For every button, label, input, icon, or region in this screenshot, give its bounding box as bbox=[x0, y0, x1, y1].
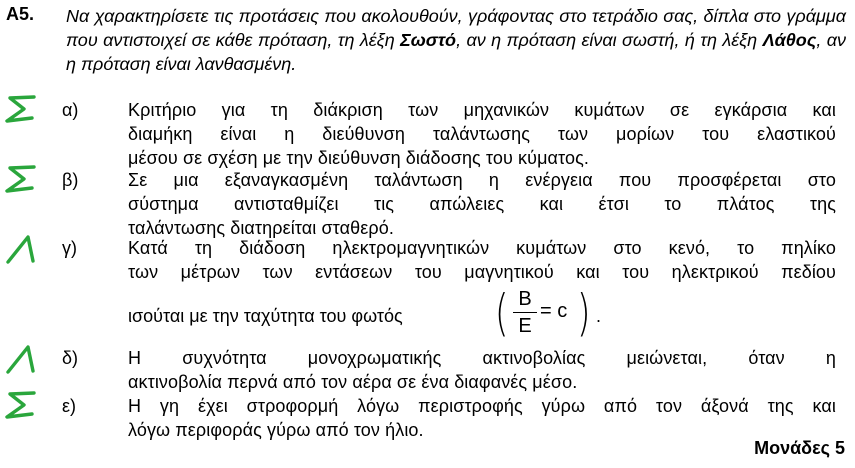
statement-line: Σε μια εξαναγκασμένη ταλάντωση η ενέργεια που προσφέρεται στο bbox=[128, 170, 836, 190]
instructions-text-3: , αν η πρόταση είναι λανθασμένη. bbox=[66, 30, 846, 74]
word-false: Λάθος bbox=[762, 30, 817, 50]
formula-rhs: = c bbox=[540, 300, 568, 322]
statement-line: λόγω περιφοράς γύρω από τον ήλιο. bbox=[128, 420, 424, 440]
statement-d-text bbox=[128, 346, 836, 394]
instructions-text-2: , αν η πρόταση είναι σωστή, ή τη λέξη bbox=[456, 30, 763, 50]
formula-period: . bbox=[596, 306, 602, 326]
question-instructions bbox=[66, 4, 846, 76]
statement-line: ταλάντωσης διατηρείται σταθερό. bbox=[128, 218, 394, 238]
statement-a-text bbox=[128, 98, 836, 170]
handwritten-mark-sigma-icon bbox=[4, 390, 38, 420]
question-label: Α5. bbox=[6, 4, 35, 24]
statement-b-label: β) bbox=[62, 170, 79, 190]
statement-line: Κατά τη διάδοση ηλεκτρομαγνητικών κυμάτων στο κενό, το πηλίκο bbox=[128, 238, 836, 258]
handwritten-mark-lambda-icon bbox=[4, 234, 38, 264]
statement-line: ακτινοβολία περνά από τον αέρα σε ένα διαφανές μέσο. bbox=[128, 372, 578, 392]
statement-line: μέσου σε σχέση με την διεύθυνση διάδοσης του κύματος. bbox=[128, 148, 590, 168]
marks-total: Μονάδες 5 bbox=[754, 438, 845, 458]
statement-c-label: γ) bbox=[62, 238, 77, 258]
formula-prefix-text: ισούται με την ταχύτητα του φωτός bbox=[128, 306, 403, 326]
formula-fraction bbox=[512, 286, 538, 339]
statement-line: των μέτρων των εντάσεων του μαγνητικού και του ηλεκτρικού πεδίου bbox=[128, 262, 836, 282]
formula-numerator: B bbox=[518, 288, 532, 310]
word-true: Σωστό bbox=[400, 30, 457, 50]
statement-d-label: δ) bbox=[62, 348, 79, 368]
statement-b-text bbox=[128, 168, 836, 240]
instructions-text-1: Να χαρακτηρίσετε τις προτάσεις που ακολουθούν, γράφοντας στο τετράδιο σας, δίπλα στο γράμμα που αντιστοιχεί σε κάθε πρόταση, τη λέξη bbox=[66, 6, 846, 50]
handwritten-mark-lambda-icon bbox=[4, 344, 38, 374]
statement-line: σύστημα αντισταθμίζει τις απώλειες και έτσι το πλάτος της bbox=[128, 194, 836, 214]
statement-c-text bbox=[128, 236, 836, 284]
formula-open-paren: ( bbox=[494, 284, 509, 342]
statement-c-formula-line bbox=[128, 284, 848, 344]
formula-denominator: E bbox=[518, 315, 532, 337]
speed-of-light-formula bbox=[494, 284, 602, 344]
handwritten-mark-sigma-icon bbox=[4, 94, 38, 124]
statement-line: Η συχνότητα μονοχρωματικής ακτινοβολίας μειώνεται, όταν η bbox=[128, 348, 836, 368]
handwritten-mark-sigma-icon bbox=[4, 164, 38, 194]
statement-a-label: α) bbox=[62, 100, 79, 120]
statement-line: διαμήκη είναι η διεύθυνση ταλάντωσης των μορίων του ελαστικού bbox=[128, 124, 836, 144]
statement-e-text bbox=[128, 394, 836, 442]
statement-line: Η γη έχει στροφορμή λόγω περιστροφής γύρω από τον άξονά της και bbox=[128, 396, 836, 416]
statement-e-label: ε) bbox=[62, 396, 77, 416]
statement-line: Κριτήριο για τη διάκριση των μηχανικών κυμάτων σε εγκάρσια και bbox=[128, 100, 836, 120]
formula-close-paren: ) bbox=[576, 284, 591, 342]
